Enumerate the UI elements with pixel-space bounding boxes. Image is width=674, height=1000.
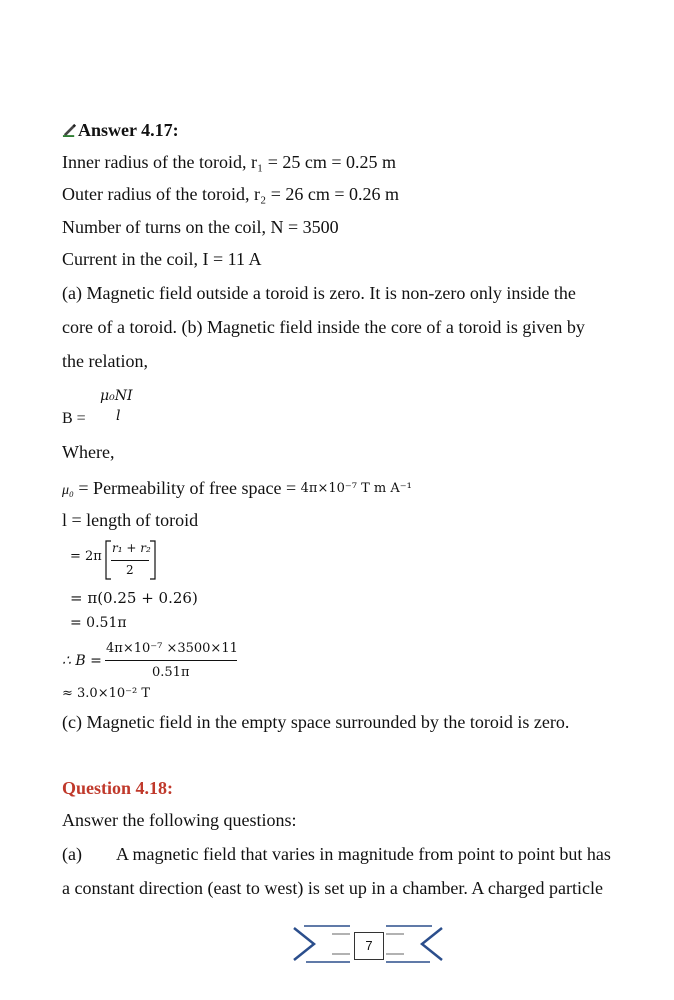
- question-heading: Question 4.18:: [62, 778, 174, 798]
- question-a-line-2: a constant direction (east to west) is set up in a chamber. A charged particle: [62, 878, 603, 898]
- part-a-line-1: (a) Magnetic field outside a toroid is zero. It is non-zero only inside the: [62, 283, 576, 303]
- page-ornament-left-icon: [292, 922, 352, 966]
- b-calc-numerator: 4π×10⁻⁷ ×3500×11: [106, 641, 238, 656]
- length-eq1-fraction-bar: [111, 560, 149, 561]
- current-line: Current in the coil, I = 11 A: [62, 249, 262, 269]
- length-eq2: = π(0.25 + 0.26): [70, 589, 198, 607]
- length-eq1-numerator: r₁ + r₂: [112, 541, 151, 555]
- outer-radius-line: Outer radius of the toroid, r₂ = 26 cm = 0.26 m: [62, 184, 400, 204]
- length-eq1-denominator: 2: [126, 563, 134, 577]
- length-eq1-lhs: = 2π: [70, 549, 102, 564]
- b-calc-lhs: ∴ B =: [62, 653, 102, 669]
- page-ornament-right-icon: [384, 922, 444, 966]
- part-a-line-2: core of a toroid. (b) Magnetic field inside the core of a toroid is given by: [62, 317, 585, 337]
- question-intro: Answer the following questions:: [62, 810, 297, 830]
- question-a-label: (a): [62, 844, 82, 864]
- mu0-text: = Permeability of free space =: [78, 478, 297, 498]
- b-calc-result: ≈ 3.0×10⁻² T: [62, 686, 151, 701]
- length-line: l = length of toroid: [62, 510, 199, 530]
- length-eq1-bracket-right: [149, 540, 157, 580]
- part-c-line: (c) Magnetic field in the empty space surrounded by the toroid is zero.: [62, 712, 570, 732]
- question-a-line-1: A magnetic field that varies in magnitude from point to point but has: [116, 844, 611, 864]
- answer-heading: Answer 4.17:: [62, 119, 179, 141]
- b-calc-fraction-bar: [105, 660, 237, 661]
- where-label: Where,: [62, 442, 115, 462]
- mu0-value: 4π×10⁻⁷ T m A⁻¹: [300, 481, 412, 496]
- turns-line: Number of turns on the coil, N = 3500: [62, 217, 339, 237]
- pencil-icon: [62, 122, 77, 137]
- part-a-line-3: the relation,: [62, 351, 148, 371]
- formula-b-lhs: B =: [62, 410, 86, 427]
- formula-b-denominator: l: [116, 408, 121, 424]
- page-number: 7: [354, 932, 384, 960]
- formula-b-fraction-bar: [99, 404, 137, 405]
- mu0-line: [62, 477, 412, 502]
- inner-radius-line: Inner radius of the toroid, r₁ = 25 cm = 0.25 m: [62, 152, 397, 172]
- b-calc-denominator: 0.51π: [152, 665, 190, 680]
- length-eq3: = 0.51π: [70, 615, 127, 631]
- mu0-symbol: μ₀: [62, 483, 74, 498]
- formula-b-numerator: μ₀NI: [100, 388, 133, 404]
